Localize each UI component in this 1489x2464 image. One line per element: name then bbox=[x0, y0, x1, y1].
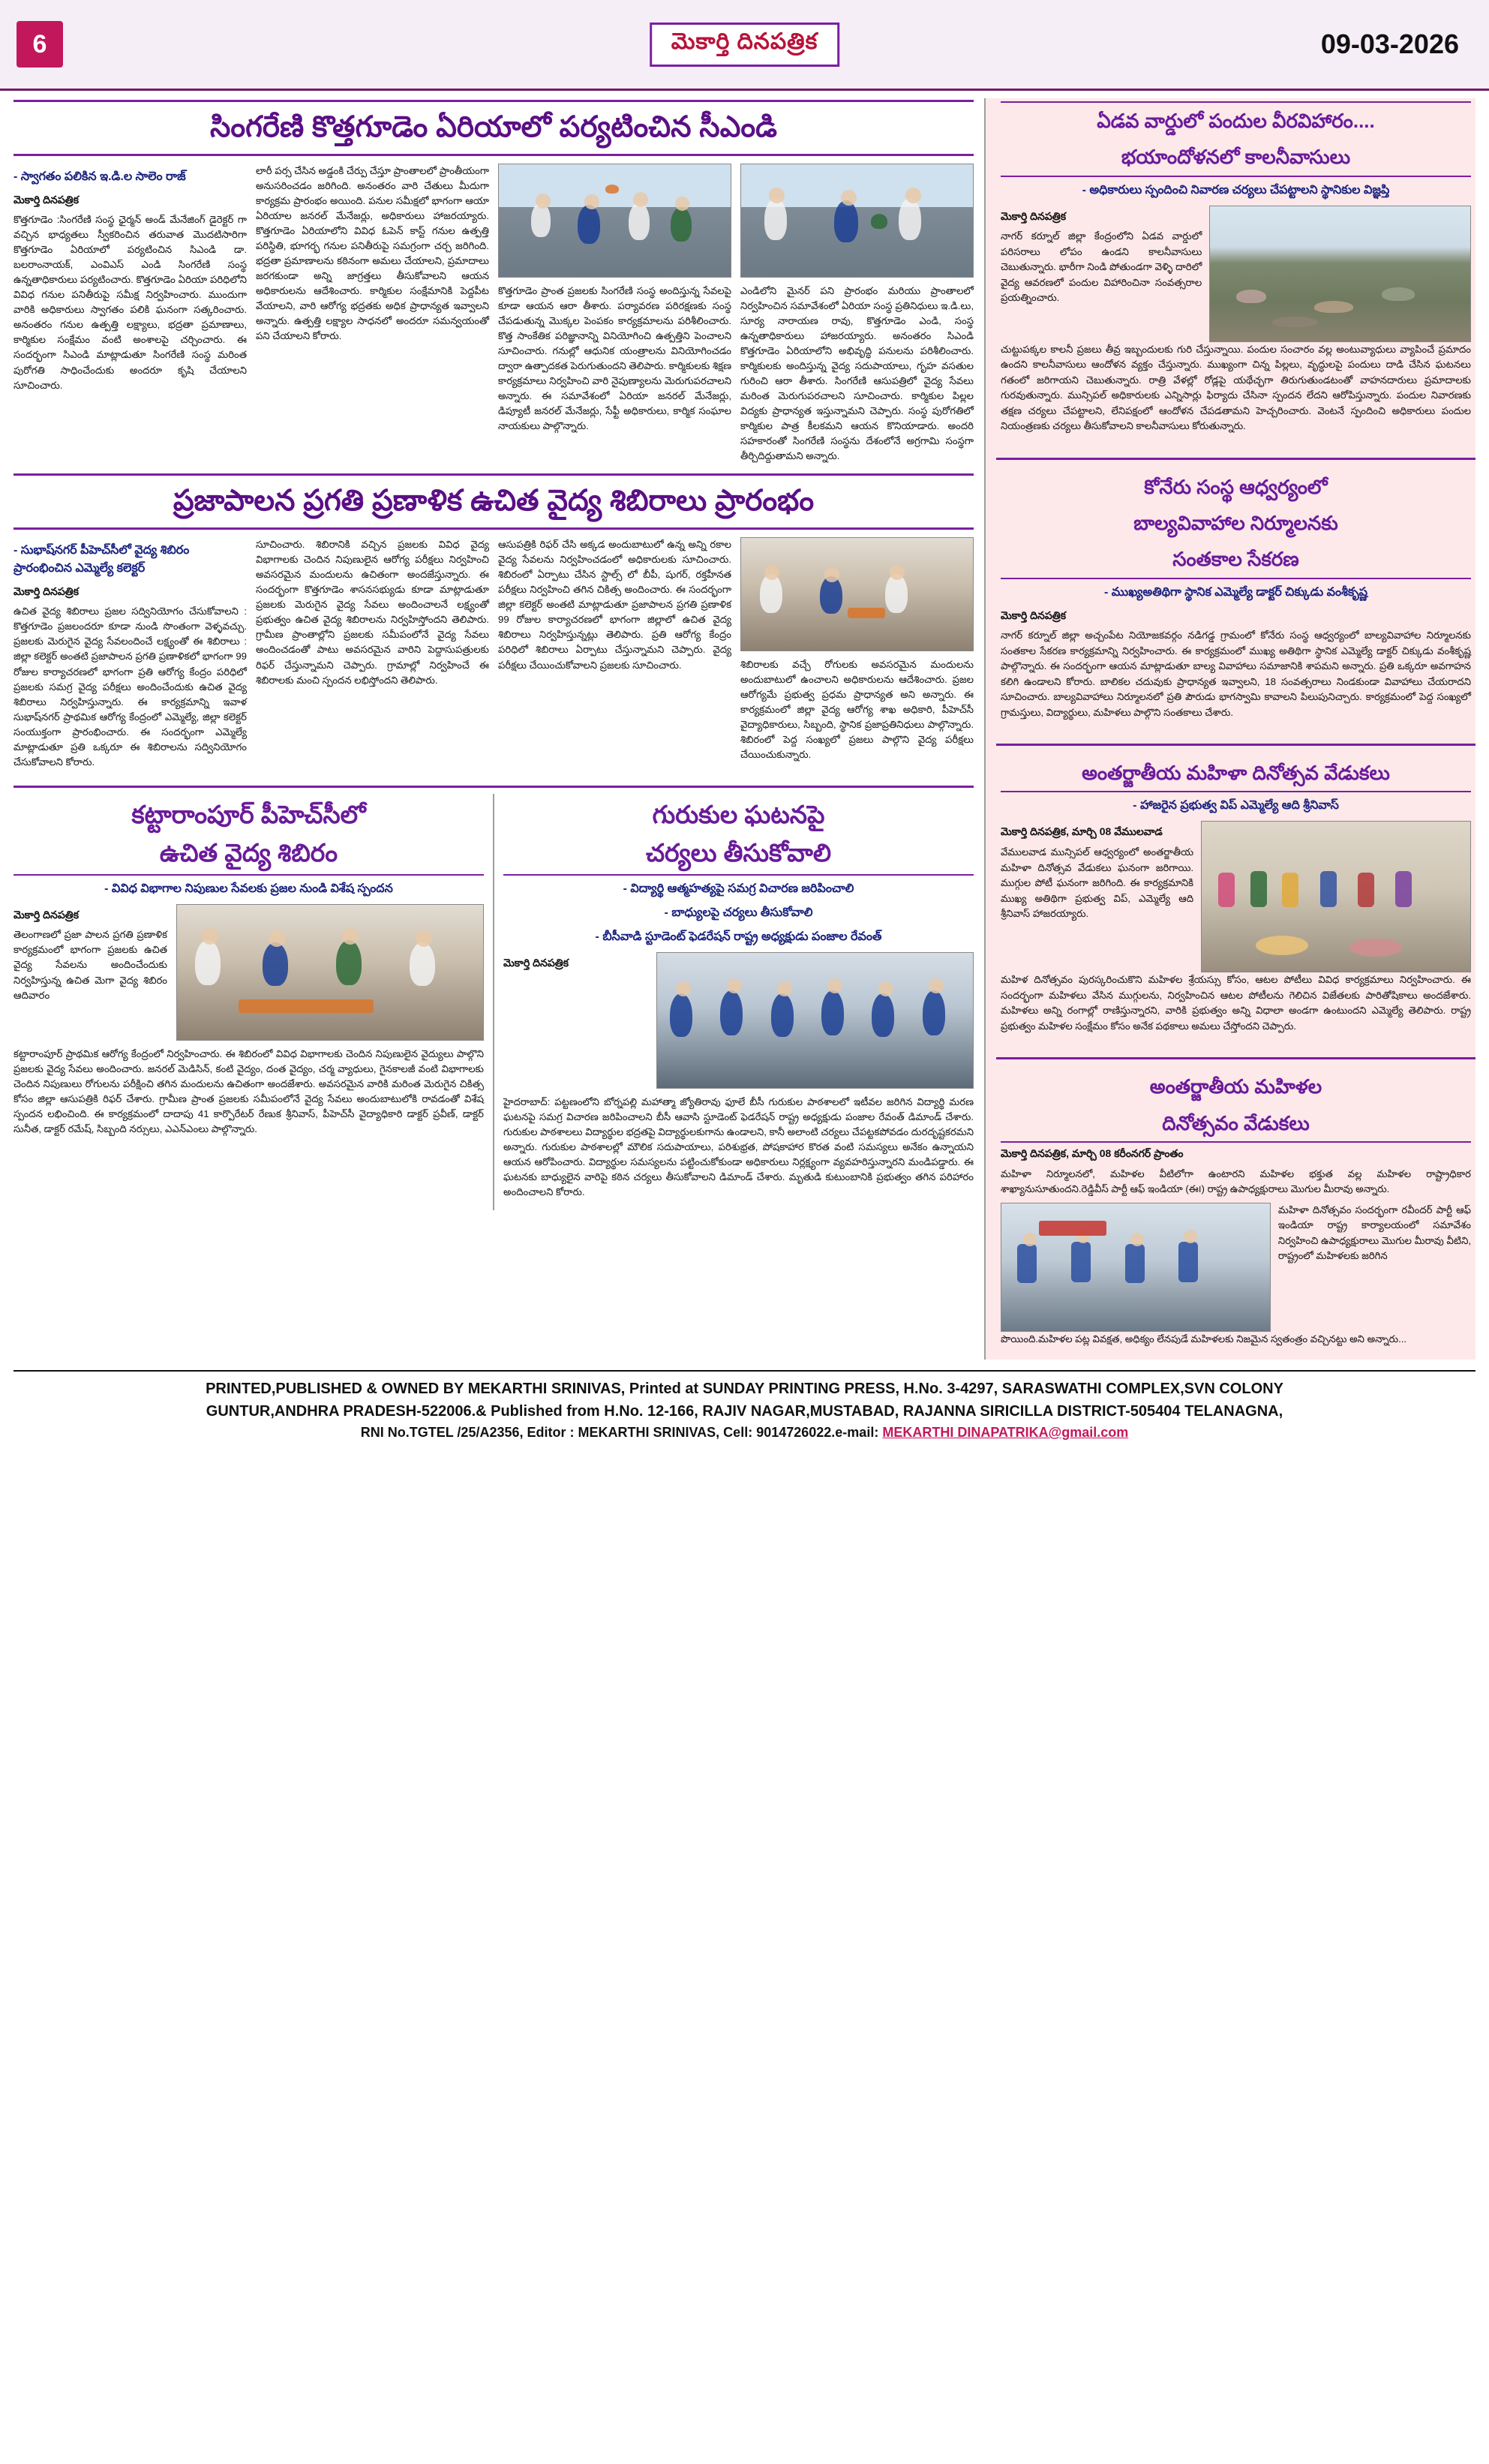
article-ward-pigs-columns bbox=[1001, 206, 1471, 342]
article-photo-garbage-lake bbox=[1209, 206, 1471, 342]
article-paragraph: నాగర్ కర్నూల్ జిల్లా అచ్చంపేట నియోజకవర్గం నడిగడ్డ గ్రామంలో కోనేరు సంస్థ ఆధ్వర్యంలో బాల్యవివాహాల నిర్మూలనకు సంతకాల సేకరణ కార్యక్రమాన్ని నిర్వహించారు. ఈ కార్యక్రమంలో ముఖ్య అతిథిగా స్థానిక ఎమ్మెల్యే డాక్టర్ చిక్కుడు వంశీకృష్ణ పాల్గొన్నారు. ఈ సందర్భంగా ఆయన మాట్లాడుతూ బాల్య వివాహాలు సమాజానికి శాపమని అన్నారు. ప్రతి ఒక్కరూ అవగాహన కలిగి ఉండాలని కోరారు. బాలికల చదువుకు ప్రాధాన్యత ఇవ్వాలని, 18 సంవత్సరాలు నిండకుండా వివాహాలు చేయరాదని సూచించారు. బాల్యవివాహాలు నిర్మూలనలో ప్రతి పౌరుడు భాగస్వామి కావాలని పిలుపునిచ్చారు. కార్యక్రమంలో పెద్ద సంఖ్యలో గ్రామస్తులు, విద్యార్థులు, మహిళలు పాల్గొని సంతకాలు చేశారు. bbox=[1001, 630, 1471, 718]
text-column bbox=[1001, 1146, 1471, 1197]
article-paragraph: కట్టారాంపూర్ ప్రాథమిక ఆరోగ్య కేంద్రంలో నిర్వహించారు. ఈ శిబిరంలో వివిధ విభాగాలకు చెందిన నిపుణులైన వైద్యులు పాల్గొని ప్రజలకు వైద్య సేవలు అందించారు. జనరల్ మెడిసిన్, కంటి వైద్యం, దంత వైద్యం, చర్మ వ్యాధులు, గైనకాలజీ వంటి విభాగాలకు చెందిన నిపుణులు రోగులను పరీక్షించి తగిన మందులను ఉచితంగా అందజేశారు. అవసరమైన వారికి మరింత మెరుగైన చికిత్స కోసం జిల్లా ఆసుపత్రికి రిఫర్ చేశారు. గ్రామీణ ప్రాంత ప్రజలకు సమీపంలోనే వైద్య సేవలు అందుబాటులోకి రావడంతో విశేష స్పందన లభించింది. ఈ కార్యక్రమంలో దాదాపు 41 కార్పొరేటర్ రేణుక శ్రీనివాస్, పీహెచ్‌సీ వైద్యాధికారి డాక్టర్ ప్రవీణ్, డాక్టర్ సునీత, డాక్టర్ రమేష్, సిబ్బంది నర్సులు, ఎఎన్ఎంలు పాల్గొన్నారు. bbox=[14, 1048, 484, 1135]
article-kattarampur-byline: మెకార్తి దినపత్రిక bbox=[14, 909, 80, 921]
article-paragraph: కొత్తగూడెం :సింగరేణి సంస్థ ఛైర్మన్ అండ్ మేనేజింగ్ డైరెక్టర్ గా వచ్చిన భాధ్యతలు స్వీకరించిన తరువాత మొదటిసారిగా కొత్తగూడెం ఏరియాలో పర్యటించిన సిఎండి డా. బలరాంనాయక్, ఎంవిఎస్ ఎండి సింగరేణి సంస్థ ఉన్నతాధికారులు పర్యటించారు. కొత్తగూడెం ఏరియా పరిధిలోని వివిధ గనుల పనితీరుపై సమీక్ష నిర్వహించారు. ముందుగా వారికి అధికారులు స్వాగతం పలికి ఘనంగా సత్కరించారు. అనంతరం గనుల ఉత్పత్తి లక్ష్యాలు, భద్రతా ప్రమాణాలు, కార్మికుల సంక్షేమం వంటి అంశాలపై చర్చించారు. ఈ సందర్భంగా సిఎండి మాట్లాడుతూ సింగరేణి సంస్థ మరింత పురోగతి సాధించేందుకు అందరూ కృషి చేయాలని సూచించారు. bbox=[14, 213, 247, 391]
text-column bbox=[740, 537, 974, 775]
article-gurukula-deck-2: - బాధ్యులపై చర్యలు తీసుకోవాలి bbox=[664, 906, 813, 920]
article-paragraph: ఉచిత వైద్య శిబిరాలు ప్రజల సద్వినియోగం చేసుకోవాలని : కొత్తగూడెం ప్రజలందరూ కూడా నుండి సొంతంగా వెళ్ళవచ్చు. ప్రజలకు మెరుగైన వైద్య సేవలందించే లక్ష్యంతో ఈ శిబిరాలు : జిల్లా కలెక్టర్ అంతటి ప్రజాపాలన ప్రగతి ప్రణాళికలో భాగంగా 99 రోజుల కార్యాచరణలో భాగంగా ప్రతి ఆరోగ్య కేంద్రం పరిధిలో ప్రజలకు సమగ్ర వైద్య పరీక్షలు అందించేందుకు ఉచిత వైద్య శిబిరాలు నిర్వహిస్తున్నారు. ఈ కార్యక్రమాన్ని ఇవాళ సుభాష్‌నగర్ ప్రాథమిక ఆరోగ్య కేంద్రంలో ఎమ్మెల్యే, జిల్లా కలెక్టర్ సంయుక్తంగా ప్రారంభించారు. ఈ సందర్భంగా ఎమ్మెల్యే మాట్లాడుతూ ప్రతి ఒక్కరూ ఈ శిబిరాలను సద్వినియోగం చేసుకోవాలని కోరారు. bbox=[14, 605, 247, 768]
logo-box bbox=[650, 23, 840, 67]
article-womens-day-kn-headline-2: దినోత్సవం వేడుకలు bbox=[1001, 1105, 1471, 1143]
text-column bbox=[14, 537, 247, 775]
article-paragraph: తెలంగాణలో ప్రజా పాలన ప్రగతి ప్రణాళిక కార్యక్రమంలో భాగంగా ప్రజలకు ఉచిత వైద్య సేవలను అందించేందుకు నిర్వహిస్తున్న ఉచిత మెగా వైద్య శిబిరం ఆదివారం bbox=[14, 929, 167, 1001]
article-paragraph: పొయింది.మహిళల పట్ల వివక్షత, అధిక్యం లేనపుడే మహిళలకు నిజమైన స్వతంత్రం వచ్చినట్టు అని అన్నారు... bbox=[1001, 1333, 1407, 1345]
article-paragraph: ఆసుపత్రికి రిఫర్ చేసి అక్కడ అందుబాటులో ఉన్న అన్ని రకాల వైద్య సేవలను నిర్వహించడంలో అధికారులకు సూచించారు. శిబిరంలో ఏర్పాటు చేసిన స్టాల్స్ లో బీపీ, షుగర్, రక్తహీనత పరీక్షలు నిర్వహించి తగిన చికిత్స అందించారు. ఈ సందర్భంగా జిల్లా కలెక్టర్ అంతటి మాట్లాడుతూ ప్రజాపాలన ప్రగతి ప్రణాళిక 99 రోజుల కార్యాచరణలో భాగంగా జిల్లాలో ఉచిత వైద్య శిబిరాలు నిర్వహిస్తున్నట్లు తెలిపారు. ప్రతి ఆరోగ్య కేంద్రం పరిధిలో శిబిరాలు ఏర్పాటు చేస్తున్నామని చెప్పారు. వైద్య పరీక్షలు చేయించుకోవాలని ప్రజలకు సూచించారు. bbox=[498, 539, 731, 671]
article-singareni-byline: మెకార్తి దినపత్రిక bbox=[14, 193, 80, 206]
section-divider bbox=[14, 786, 974, 788]
article-gurukula-byline: మెకార్తి దినపత్రిక bbox=[503, 957, 569, 969]
page-number: 6 bbox=[17, 21, 63, 68]
article-photo-rangoli-hall bbox=[1201, 821, 1471, 972]
photo-column bbox=[1001, 1203, 1271, 1332]
article-kattarampur-deck: - వివిధ విభాగాల నిపుణుల సేవలకు ప్రజల నుండి విశేష స్పందన bbox=[104, 882, 393, 896]
article-gurukula-deck-3: - బీసీవాడి స్టూడెంట్ ఫెడరేషన్ రాష్ట్ర అధ్యక్షుడు పంజాల రేవంత్ bbox=[595, 930, 882, 944]
text-column bbox=[1001, 608, 1471, 720]
article-singareni-deck: - స్వాగతం పలికిన ఇ.డి.ల సాలెం రాజ్ bbox=[14, 170, 186, 183]
article-gurukula-headline-2: చర్యలు తీసుకోవాలి bbox=[503, 837, 974, 876]
photo-column bbox=[1201, 821, 1471, 972]
article-paragraph: కొత్తగూడెం ప్రాంత ప్రజలకు సింగరేణి సంస్థ అందిస్తున్న సేవలపై కూడా ఆయన ఆరా తీశారు. పర్యావరణ పరిరక్షణకు సంస్థ చేపడుతున్న మొక్కల పెంపకం కార్యక్రమాలను పరిశీలించారు. కొత్త సాంకేతిక పరిజ్ఞానాన్ని వినియోగించి ఉత్పత్తిని పెంచాలని సూచించారు. గనుల్లో ఆధునిక యంత్రాలను వినియోగించడం ద్వారా ఉత్పాదకత పెరుగుతుందని తెలిపారు. కార్మికులకు శిక్షణ కార్యక్రమాలు నిర్వహించి వారి నైపుణ్యాలను మెరుగుపరచాలని అన్నారు. ఈ సమావేశంలో ఏరియా జనరల్ మేనేజర్లు, డిప్యూటీ జనరల్ మేనేజర్లు, సేఫ్టీ అధికారులు, కార్మిక సంఘాల నాయకులు పాల్గొన్నారు. bbox=[498, 284, 731, 432]
section-divider bbox=[996, 458, 1475, 460]
footer-line-3 bbox=[14, 1423, 1475, 1443]
article-womens-day-headline: అంతర్జాతీయ మహిళా దినోత్సవ వేడుకలు bbox=[1001, 755, 1471, 792]
article-paragraph: మహిళ దినోత్సవం పురస్కరించుకొని మహిళల శ్రేయస్సు కోసం, ఆటల పోటీలు వివిధ కార్యక్రమాలు నిర్వహించారు. ఈ సందర్భంగా మహిళలు వేసిన ముగ్గులను, నిర్వహించిన ఆటల పోటీలను గెలిచిన విజేతలకు పారితోషికాలు అందజేశారు. మహిళలు అన్ని రంగాల్లో రాణిస్తున్నారని, వారికి ప్రభుత్వం అన్ని విధాలా అండగా ఉంటుందని ఎమ్మెల్యే తెలిపారు. రాష్ట్ర ప్రభుత్వం మహిళల సంక్షేమం కోసం అనేక పథకాలు అమలు చేస్తోందని చెప్పారు. bbox=[1001, 974, 1471, 1032]
page-body bbox=[0, 91, 1489, 1360]
text-column bbox=[1001, 342, 1471, 434]
article-singareni bbox=[14, 100, 974, 469]
article-gurukula bbox=[493, 794, 974, 1210]
text-column bbox=[498, 164, 731, 470]
article-paragraph: హైదరాబాద్: పట్టణంలోని బోర్నపల్లి మహాత్మా జ్యోతిరావు ఫూలే బీసీ గురుకుల పాఠశాలలో ఇటీవల జరిగిన విద్యార్థి మరణ ఘటనపై సమగ్ర విచారణ జరిపించాలని బీసీ ఆవాసి స్టూడెంట్ ఫెడరేషన్ రాష్ట్ర అధ్యక్షుడు పంజాల రేవంత్ డిమాండ్ చేశారు. గురుకుల పాఠశాలలు విద్యార్థుల భద్రతపై విద్యార్థులకుగాను ఉండాలని, కానీ అలాంటి చర్యలు చేపట్టకపోవడం దురదృష్టకరమని అన్నారు. గురుకుల పాఠశాలల్లో మౌలిక సదుపాయాలు, పరిశుభ్రత, పోషకాహార కొరత వంటి సమస్యలు అనేకం ఉన్నాయని ఆయన ఆరోపించారు. విద్యార్థుల సమస్యలను పట్టించుకోకుండా అధికారులు నిర్లక్ష్యంగా వ్యవహరిస్తున్నారని మండిపడ్డారు. ఈ ఘటనకు బాధ్యులైన వారిపై కఠిన చర్యలు తీసుకోవాలని డిమాండ్ చేశారు. మృతుడి కుటుంబానికి ప్రభుత్వం తగిన పరిహారం అందించాలని కోరారు. bbox=[503, 1096, 974, 1198]
article-paragraph: శిబిరాలకు వచ్చే రోగులకు అవసరమైన మందులను అందుబాటులో ఉంచాలని అధికారులను ఆదేశించారు. ప్రజల ఆరోగ్యమే ప్రభుత్వ ప్రధమ ప్రాధాన్యత అని అన్నారు. ఈ కార్యక్రమంలో జిల్లా వైద్య ఆరోగ్య శాఖ అధికారి, పీహెచ్‌సీ వైద్యాధికారులు, సిబ్బంది, స్థానిక ప్రజాప్రతినిధులు పాల్గొన్నారు. శిబిరంలో పెద్ద సంఖ్యలో ప్రజలు పాల్గొని వైద్య పరీక్షలు చేయించుకున్నారు. bbox=[740, 659, 974, 761]
article-photo-mine-visit bbox=[498, 164, 731, 278]
article-ward-pigs-headline-1: ఏడవ వార్డులో పందుల వీరవిహారం.... bbox=[1001, 101, 1471, 139]
article-kattarampur-headline-1: కట్టారాంపూర్ పీహెచ్‌సీలో bbox=[131, 800, 366, 828]
article-kattarampur bbox=[14, 794, 484, 1210]
bottom-articles-row bbox=[14, 794, 974, 1210]
article-ward-pigs-headline-2: భయాందోళనలో కాలనీవాసులు bbox=[1001, 139, 1471, 176]
text-column bbox=[498, 537, 731, 775]
article-womens-day-deck: - హాజరైన ప్రభుత్వ విప్ ఎమ్మెల్యే ఆది శ్రీనివాస్ bbox=[1133, 799, 1339, 813]
article-health-camps-deck: - సుభాష్‌నగర్ పీహెచ్‌సీలో వైద్య శిబిరం ప్రారంభించిన ఎమ్మెల్యే కలెక్టర్ bbox=[14, 544, 190, 575]
text-column bbox=[740, 164, 974, 470]
footer-email-link[interactable]: MEKARTHI DINAPATRIKA@gmail.com bbox=[882, 1425, 1129, 1441]
text-column bbox=[176, 904, 484, 1041]
article-paragraph: మహిళా నిర్మూలనలో, మహిళల వీటిలోగా ఉంటారని మహిళల భక్తుత వల్ల మహిళల రాష్ట్రాధికార శాఖ్యానుసూతుందని.రెడ్డివీస్ పార్టీ ఆఫ్ ఇండియా (ఈ౹) రాష్ట్ర ఉపాధ్యక్షురాలు మొగుల మీరావు అన్నారు. bbox=[1001, 1167, 1471, 1195]
article-womens-day-columns bbox=[1001, 821, 1471, 972]
publication-date: 09-03-2026 bbox=[1320, 29, 1459, 59]
article-kattarampur-columns bbox=[14, 904, 484, 1041]
article-photo-health-camp bbox=[740, 537, 974, 651]
text-column bbox=[1001, 821, 1193, 972]
article-gurukula-deck-1: - విద్యార్థి ఆత్మహత్యపై సమగ్ర విచారణ జరిపించాలి bbox=[623, 882, 854, 896]
article-photo-kattarampur-camp bbox=[176, 904, 484, 1041]
article-paragraph: చుట్టుపక్కల కాలనీ ప్రజలు తీవ్ర ఇబ్బందులకు గురి చేస్తున్నాయి. పందుల సంచారం వల్ల అంటువ్యాధులు వ్యాపించే ప్రమాదం ఉందని కాలనీవాసులు ఆందోళన వ్యక్తం చేస్తున్నారు. ముఖ్యంగా చిన్న పిల్లలు, వృద్ధులపై పందులు దాడి చేసిన ఘటనలు గతంలో జరిగాయని చెబుతున్నారు. రాత్రి వేళల్లో రోడ్లపై యథేచ్ఛగా తిరుగుతుండటంతో వాహనదారులు ప్రమాదాలకు గురవుతున్నారు. మున్సిపల్ అధికారులకు ఎన్నిసార్లు ఫిర్యాదు చేసినా స్పందన లేదని ఆరోపిస్తున్నారు. పందుల నివారణకు తక్షణ చర్యలు చేపట్టాలని, లేనిపక్షంలో ఆందోళన చేపడతామని హెచ్చరించారు. వెంటనే స్పందించి అధికారులు పందుల నియంత్రణకు చర్యలు తీసుకోవాలని కాలనీవాసులు కోరుతున్నారు. bbox=[1001, 343, 1471, 432]
article-health-camps-columns bbox=[14, 537, 974, 775]
newspaper-logo bbox=[650, 23, 840, 67]
article-womens-day-byline: మెకార్తి దినపత్రిక, మార్చి 08 వేములవాడ bbox=[1001, 825, 1163, 838]
article-paragraph: సూచించారు. శిబిరానికి వచ్చిన ప్రజలకు వివిధ వైద్య విభాగాలకు చెందిన నిపుణులైన ఆరోగ్య పరీక్షలు నిర్వహించి అవసరమైన మందులను ఉచితంగా అందజేస్తున్నారు. ఈ సందర్భంగా కొత్తగూడెం శాసనసభ్యుడు కూడా మాట్లాడుతూ ప్రజలకు మెరుగైన వైద్య సేవలు అందించాలనే లక్ష్యంతో ప్రభుత్వం ఉచిత వైద్య శిబిరాలను నిర్వహిస్తోందని తెలిపారు. గ్రామీణ ప్రాంతాల్లోని ప్రజలకు సమీపంలోనే వైద్య సేవలు అందించడంతో పాటు అవసరమైన వారిని పెద్దాసుపత్రులకు రిఫర్ చేస్తున్నామని చెప్పారు. గ్రామాల్లో నిర్వహించే ఈ శిబిరాలకు మంచి స్పందన లభిస్తోందని తెలిపారు. bbox=[256, 539, 489, 686]
article-paragraph: మహిళా దినోత్సవం సందర్భంగా రవీందర్ పార్టీ ఆఫ్ ఇండియా రాష్ట్ర కార్యాలయంలో సమావేశం నిర్వహించి ఉపాధ్యక్షురాలు మొగుల మీరావు వీటిని, రాష్ట్రంలో మహిళలకు జరిగిన bbox=[1277, 1203, 1471, 1262]
article-koneru-headline-3: సంతకాల సేకరణ bbox=[1001, 541, 1471, 578]
footer-rni: RNI No.TGTEL /25/A2356, bbox=[360, 1425, 524, 1441]
sidebar-column bbox=[984, 98, 1475, 1360]
text-column bbox=[1001, 1332, 1471, 1347]
section-divider bbox=[996, 1057, 1475, 1059]
footer-editor: Editor : MEKARTHI SRINIVAS, Cell: 9014726022.e-mail: bbox=[527, 1425, 883, 1441]
article-paragraph: వేములవాడ మున్సిపల్ ఆధ్వర్యంలో అంతర్జాతీయ మహిళా దినోత్సవ వేడుకలు ఘనంగా జరిగాయి. ముగ్గుల పోటీ ఘనంగా జరిగింది. ఈ కార్యక్రమానికి ముఖ్య అతిథిగా ప్రభుత్వ విప్, ఎమ్మెల్యే ఆది శ్రీనివాస్ హాజరయ్యారు. bbox=[1001, 846, 1194, 919]
text-column bbox=[14, 904, 167, 1041]
text-column bbox=[1001, 206, 1202, 342]
text-column bbox=[503, 952, 647, 1089]
article-gurukula-columns bbox=[503, 952, 974, 1089]
footer-line-1: PRINTED,PUBLISHED & OWNED BY MEKARTHI SRINIVAS, Printed at SUNDAY PRINTING PRESS, H.No. 3-4297, SARASWATHI COMPLEX,SVN COLONY bbox=[206, 1381, 1283, 1398]
article-singareni-headline: సింగరేణి కొత్తగూడెం ఏరియాలో పర్యటించిన సీఎండి bbox=[14, 100, 974, 156]
article-koneru-headline-2: బాల్యవివాహాల నిర్మూలనకు bbox=[1133, 511, 1338, 534]
page-footer bbox=[14, 1370, 1475, 1443]
section-divider bbox=[996, 744, 1475, 746]
article-paragraph: ఎండిలోని మైనర్ పని ప్రారంభం మరియు ప్రాంతాలలో నిర్వహించిన సమావేశంలో ఏరియా సంస్థ ప్రతినిధులు ఇ.డి.లు, సూర్య నారాయణ రావు, కొత్తగూడెం ఎండి, సంస్థ ఉన్నతాధికారులు హాజరయ్యారు. అనంతరం సిఎండి కొత్తగూడెం ఏరియాలోని అభివృద్ధి పనులను పరిశీలించారు. కార్మికులకు అందిస్తున్న వైద్య సదుపాయాలు, గృహ వసతుల గురించి ఆరా తీశారు. సింగరేణి ఆసుపత్రిలో వైద్య సేవలు మరింత మెరుగుపరచాలని సూచించారు. కార్మికుల పిల్లల విద్యకు ప్రాధాన్యత ఇస్తున్నామని చెప్పారు. సంస్థ పురోగతిలో కార్మికుల పాత్ర కీలకమని ఆయన కొనియాడారు. అందరి సహకారంతో సింగరేణి సంస్థను దేశంలోనే అగ్రగామి సంస్థగా తీర్చిదిద్దుతామని అన్నారు. bbox=[740, 284, 974, 462]
text-column bbox=[256, 537, 489, 775]
article-gurukula-headline-1: గురుకుల ఘటనపై bbox=[652, 800, 825, 828]
article-womens-day-karimnagar bbox=[996, 1065, 1475, 1360]
logo-text: మెకార్తి దినపత్రిక bbox=[671, 29, 818, 54]
article-womens-day-vemulawada bbox=[996, 752, 1475, 1047]
article-paragraph: నాగర్ కర్నూల్ జిల్లా కేంద్రంలోని ఏడవ వార్డులో పరిసరాలు లోపం ఉండని కాలనీవాసులు చెబుతున్నారు. భారీగా నిండి పోతుండగా వెళ్ళి దారిలో వైద్య ఆవరణలో పందుల విహారించినా సంవత్సరాల ప్రయత్నించారు. bbox=[1001, 230, 1202, 304]
article-photo-womens-rally bbox=[1001, 1203, 1271, 1332]
text-column bbox=[14, 164, 247, 470]
footer-line-2: GUNTUR,ANDHRA PRADESH-522006.& Published from H.No. 12-166, RAJIV NAGAR,MUSTABAD, RAJANNA SIRICILLA DISTRICT-505404 TELANAGNA, bbox=[206, 1403, 1283, 1420]
text-column bbox=[656, 952, 974, 1089]
article-womens-day-kn-columns bbox=[1001, 1203, 1471, 1332]
article-womens-day-kn-byline: మెకార్తి దినపత్రిక, మార్చి 08 కరీంనగర్ ప్రాంతం bbox=[1001, 1147, 1184, 1160]
article-ward-pigs bbox=[996, 98, 1475, 447]
article-singareni-columns bbox=[14, 164, 974, 470]
article-photo-students-group bbox=[656, 952, 974, 1089]
text-column bbox=[1001, 972, 1471, 1034]
article-koneru-headline-1: కోనేరు సంస్థ ఆధ్వర్యంలో bbox=[1144, 475, 1328, 498]
article-health-camps bbox=[14, 473, 974, 775]
article-koneru-deck: - ముఖ్యఅతిథిగా స్థానిక ఎమ్మెల్యే డాక్టర్ చిక్కుడు వంశీకృష్ణ bbox=[1103, 585, 1368, 599]
masthead bbox=[0, 0, 1489, 91]
article-health-camps-headline: ప్రజాపాలన ప్రగతి ప్రణాళిక ఉచిత వైద్య శిబిరాలు ప్రారంభం bbox=[14, 473, 974, 530]
article-ward-pigs-deck: - అధికారులు స్పందించి నివారణ చర్యలు చేపట్టాలని స్థానికుల విజ్ఞప్తి bbox=[1082, 183, 1390, 197]
text-column bbox=[1278, 1203, 1471, 1332]
article-koneru-byline: మెకార్తి దినపత్రిక bbox=[1001, 608, 1067, 621]
article-kattarampur-headline-2: ఉచిత వైద్య శిబిరం bbox=[14, 837, 484, 876]
article-photo-felicitation bbox=[740, 164, 974, 278]
article-womens-day-kn-headline-1: అంతర్జాతీయ మహిళల bbox=[1149, 1075, 1322, 1098]
article-paragraph: లారీ పర్స చేసిన అడ్డంకి చేర్పు చేస్తూ ప్రాంతాలలో ప్రాంతీయంగా అనుసరించడం జరిగింది. అనంతరం వారి చేతులు మీదుగా కార్యక్రమ ప్రారంభం అయింది. పనుల సమీక్షలో భాగంగా ఆయా ఏరియాల జనరల్ మేనేజర్లు, అధికారులు హాజరయ్యారు. కొత్తగూడెం ఏరియాలోని వివిధ ఓపెన్ కాస్ట్ గనుల ఉత్పత్తి పరిస్థితి, భూగర్భ గనుల పనితీరుపై సమగ్రంగా చర్చ జరిగింది. భద్రతా ప్రమాణాలను కఠినంగా అమలు చేయాలని, ప్రమాదాలు జరగకుండా అన్ని జాగ్రత్తలు తీసుకోవాలని ఆయన అధికారులను ఆదేశించారు. కార్మికుల సంక్షేమానికి పెద్దపీట వేయాలని, వారి ఆరోగ్య భద్రతకు అధిక ప్రాధాన్యత ఇవ్వాలని అన్నారు. ఉత్పత్తి లక్ష్యాల సాధనలో అందరూ సమన్వయంతో పని చేయాలని కోరారు. bbox=[256, 164, 489, 342]
photo-column bbox=[1209, 206, 1471, 342]
article-koneru-signatures bbox=[996, 466, 1475, 734]
text-column bbox=[256, 164, 489, 470]
article-health-camps-byline: మెకార్తి దినపత్రిక bbox=[14, 585, 80, 598]
article-ward-pigs-byline: మెకార్తి దినపత్రిక bbox=[1001, 209, 1067, 222]
main-content-column bbox=[14, 98, 974, 1360]
